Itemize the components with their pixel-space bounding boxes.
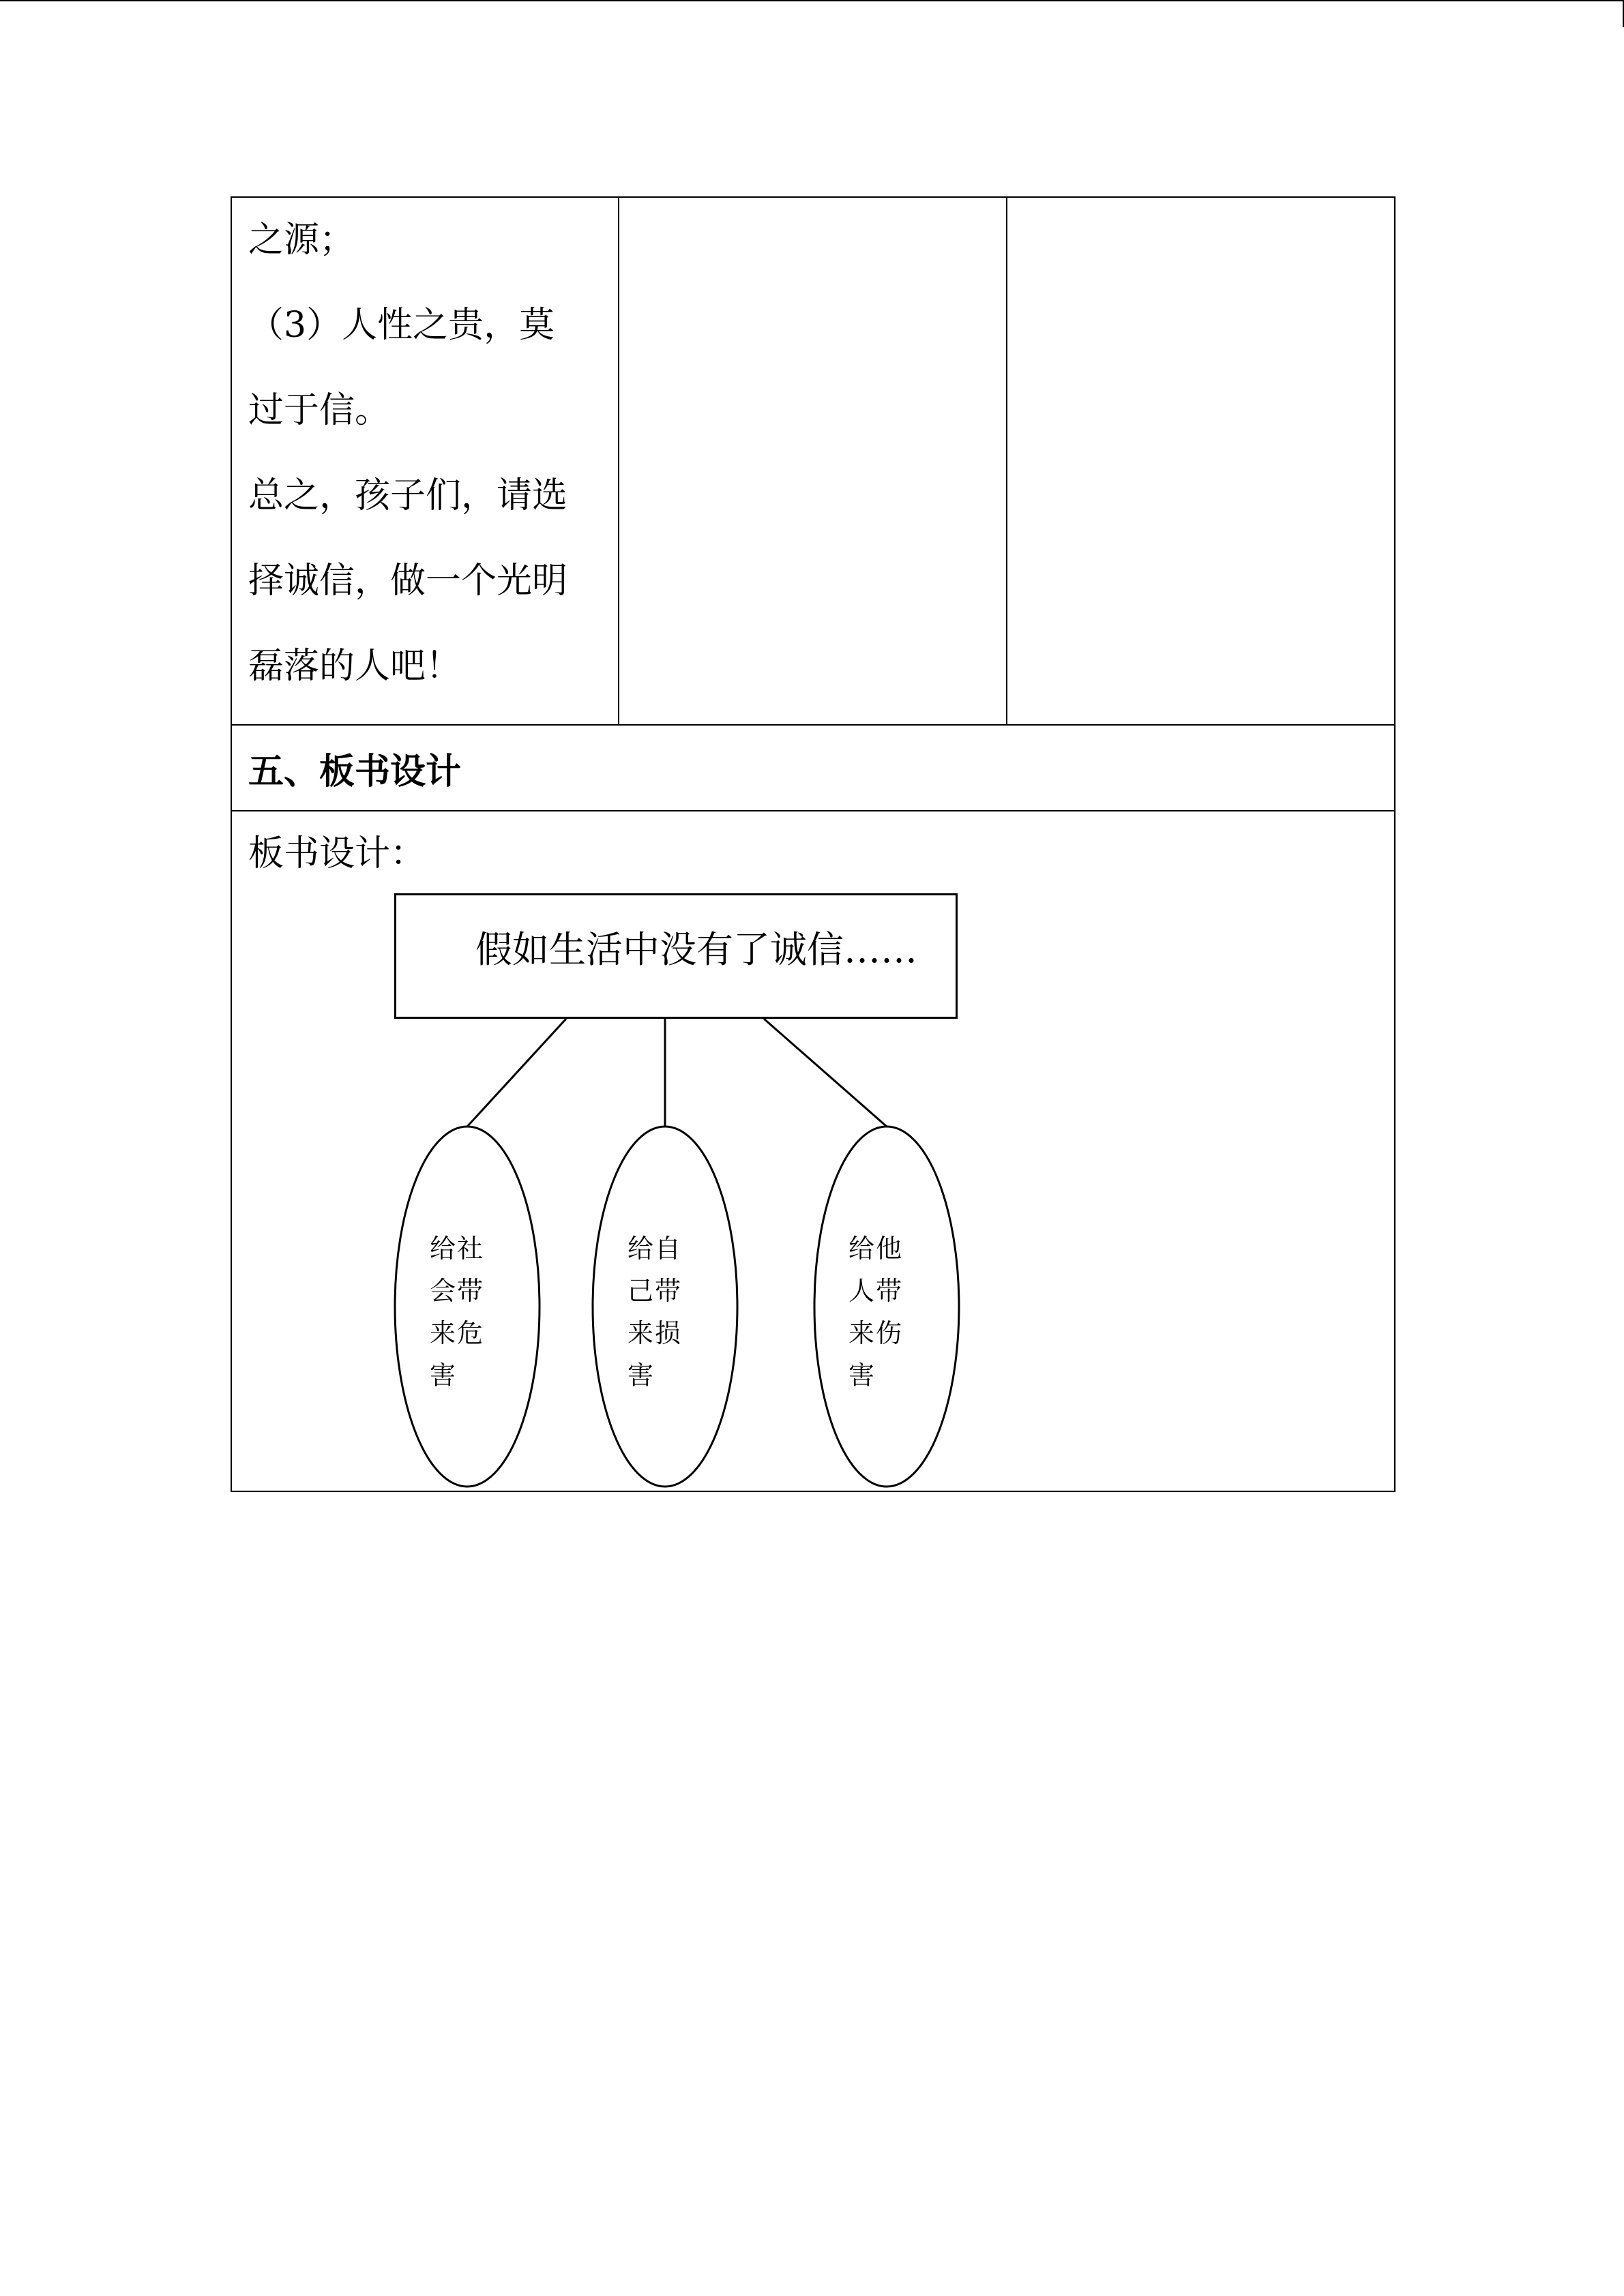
content-row [231, 197, 1395, 725]
text-line: 总之，孩子们，请选 [248, 475, 568, 516]
text-line: 磊落的人吧！ [248, 646, 462, 687]
main-topic-box [394, 893, 958, 1019]
connector-line [764, 1019, 887, 1127]
branch-text-self: 给自己带来损害 [628, 1234, 683, 1390]
page-top-border [0, 0, 1624, 1]
board-design-label: 板书设计： [248, 833, 426, 874]
main-topic-text: 假如生活中没有了诚信…… [475, 928, 917, 971]
text-line: 之源； [248, 220, 355, 260]
lesson-plan-table [231, 196, 1396, 1492]
empty-cell [619, 197, 1007, 725]
heading-row [231, 725, 1395, 811]
text-line: 择诚信，做一个光明 [248, 561, 568, 601]
board-design-cell [231, 811, 1395, 1491]
text-line: 过于信。 [248, 390, 391, 431]
board-design-row [231, 811, 1395, 1491]
section-heading: 五、板书设计 [231, 725, 1395, 811]
empty-cell [1007, 197, 1395, 725]
branch-text-society: 给社会带来危害 [430, 1234, 485, 1390]
text-line: （3）人性之贵，莫 [248, 305, 555, 346]
connector-line [467, 1019, 566, 1127]
branch-text-others: 给他人带来伤害 [848, 1234, 904, 1390]
teaching-content-cell [231, 197, 619, 725]
